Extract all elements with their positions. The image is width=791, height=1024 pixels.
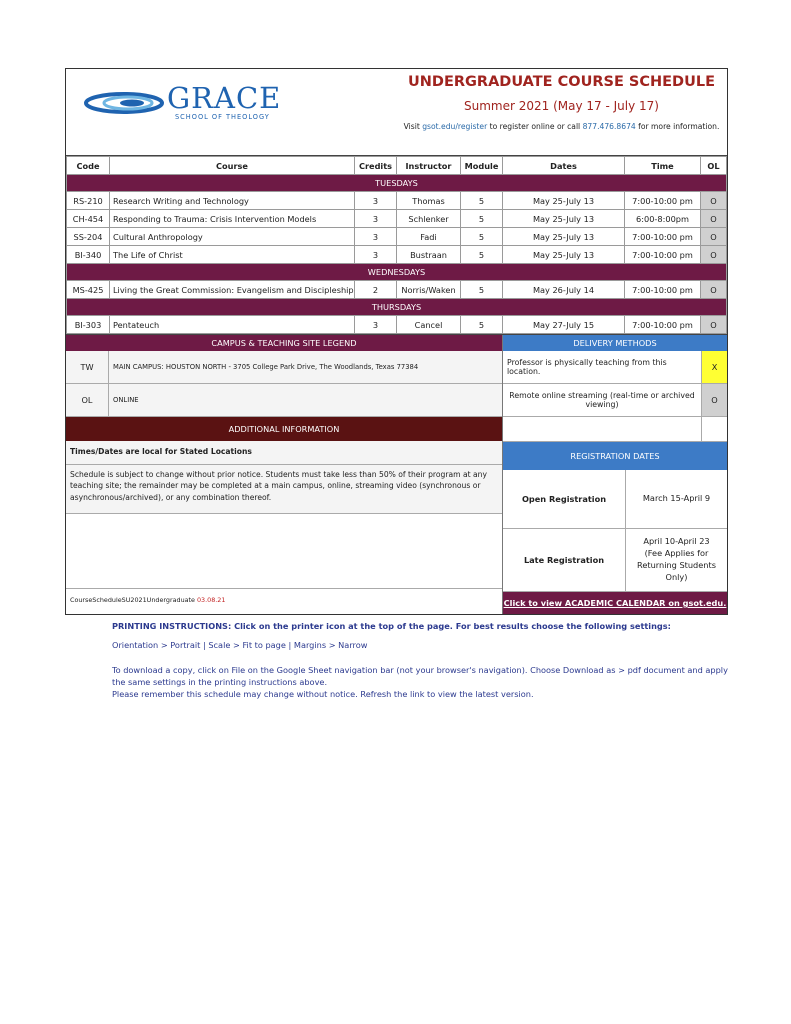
col-ol: OL: [701, 157, 727, 175]
course-code: CH-454: [67, 210, 110, 228]
course-code: MS-425: [67, 281, 110, 299]
delivery-row-onsite: [503, 351, 727, 384]
course-module: 5: [461, 228, 503, 246]
course-ol: O: [701, 281, 727, 299]
course-title: Living the Great Commission: Evangelism and Discipleship: [110, 281, 355, 299]
course-credits: 3: [355, 246, 397, 264]
right-column: [503, 335, 727, 614]
course-module: 5: [461, 246, 503, 264]
registration-value: April 10-April 23 (Fee Applies for Returning Students Only): [637, 536, 716, 582]
table-row: [67, 228, 727, 246]
delivery-mark: O: [701, 384, 727, 416]
day-header-wednesdays: [67, 264, 727, 281]
register-link[interactable]: gsot.edu/register: [422, 122, 488, 131]
course-dates: May 26-July 14: [503, 281, 625, 299]
course-module: 5: [461, 192, 503, 210]
course-dates: May 27-July 15: [503, 316, 625, 334]
delivery-text: Remote online streaming (real-time or archived viewing): [509, 391, 695, 409]
course-dates: May 25-July 13: [503, 246, 625, 264]
instructions: [112, 620, 732, 700]
course-credits: 3: [355, 210, 397, 228]
day-label: WEDNESDAYS: [67, 264, 727, 281]
course-title: Research Writing and Technology: [110, 192, 355, 210]
legend-desc: MAIN CAMPUS: HOUSTON NORTH - 3705 College Park Drive, The Woodlands, Texas 77384: [113, 363, 419, 371]
course-ol: O: [701, 316, 727, 334]
course-module: 5: [461, 316, 503, 334]
table-row: [67, 192, 727, 210]
logo-name: GRACE: [167, 81, 282, 115]
table-header: [67, 157, 727, 175]
schedule-sheet: [65, 68, 728, 615]
col-course: Course: [110, 157, 355, 175]
course-time: 7:00-10:00 pm: [625, 316, 701, 334]
legend-row-ol: [66, 384, 502, 417]
legend-title: CAMPUS & TEACHING SITE LEGEND: [66, 335, 502, 351]
course-title: Cultural Anthropology: [110, 228, 355, 246]
registration-title: REGISTRATION DATES: [503, 442, 727, 470]
header: [66, 69, 727, 156]
course-instructor: Cancel: [397, 316, 461, 334]
delivery-row-remote: [503, 384, 727, 417]
logo-subtitle: SCHOOL OF THEOLOGY: [175, 113, 270, 121]
course-time: 6:00-8:00pm: [625, 210, 701, 228]
visit-suffix: for more information.: [638, 122, 720, 131]
course-time: 7:00-10:00 pm: [625, 192, 701, 210]
registration-label: Open Registration: [503, 470, 626, 528]
visit-mid: to register online or call: [489, 122, 581, 131]
day-header-thursdays: [67, 299, 727, 316]
visit-line: [396, 122, 727, 131]
left-column: [66, 335, 503, 614]
logo: [66, 69, 396, 155]
delivery-blank-row: [503, 417, 727, 442]
footer-file: [66, 588, 502, 611]
legend-code: TW: [66, 351, 109, 383]
printing-instructions: PRINTING INSTRUCTIONS: Click on the printer icon at the top of the page. For best results choose the following settings:: [112, 621, 671, 631]
col-dates: Dates: [503, 157, 625, 175]
delivery-blank: [503, 417, 701, 441]
page-title: UNDERGRADUATE COURSE SCHEDULE: [408, 74, 715, 90]
day-label: THURSDAYS: [67, 299, 727, 316]
term-title: Summer 2021 (May 17 - July 17): [464, 99, 659, 113]
course-credits: 3: [355, 316, 397, 334]
course-dates: May 25-July 13: [503, 210, 625, 228]
course-module: 5: [461, 210, 503, 228]
course-time: 7:00-10:00 pm: [625, 281, 701, 299]
course-instructor: Schlenker: [397, 210, 461, 228]
course-credits: 3: [355, 192, 397, 210]
legend-desc: ONLINE: [113, 396, 139, 404]
course-ol: O: [701, 210, 727, 228]
registration-value: March 15-April 9: [642, 493, 711, 504]
col-time: Time: [625, 157, 701, 175]
footer-date: 03.08.21: [196, 596, 226, 604]
col-credits: Credits: [355, 157, 397, 175]
col-instructor: Instructor: [397, 157, 461, 175]
course-title: The Life of Christ: [110, 246, 355, 264]
course-instructor: Fadi: [397, 228, 461, 246]
registration-row-open: [503, 470, 727, 529]
visit-prefix: Visit: [403, 122, 420, 131]
course-instructor: Thomas: [397, 192, 461, 210]
col-code: Code: [67, 157, 110, 175]
download-instructions: To download a copy, click on File on the Google Sheet navigation bar (not your browser's navigation). Choose Download as > pdf document and apply the same settings in the printing instructions above.: [112, 664, 728, 687]
print-settings: Orientation > Portrait | Scale > Fit to page | Margins > Narrow: [112, 640, 368, 651]
blank-area: [66, 514, 502, 588]
table-row: [67, 246, 727, 264]
phone-link[interactable]: 877.476.8674: [582, 122, 636, 131]
course-instructor: Norris/Waken: [397, 281, 461, 299]
col-module: Module: [461, 157, 503, 175]
course-table: [66, 156, 727, 334]
table-row: [67, 316, 727, 334]
course-ol: O: [701, 192, 727, 210]
reminder-note: Please remember this schedule may change without notice. Refresh the link to view the latest version.: [112, 689, 534, 700]
day-header-tuesdays: [67, 175, 727, 192]
academic-calendar-link[interactable]: Click to view ACADEMIC CALENDAR on gsot.edu.: [503, 592, 727, 614]
course-time: 7:00-10:00 pm: [625, 246, 701, 264]
schedule-note: Schedule is subject to change without prior notice. Students must take less than 50% of their program at any teaching site; the remainder may be completed at a main campus, online, streaming video (synchronous or asynchronous/archived), or any combination thereof.: [66, 465, 502, 514]
course-ol: O: [701, 246, 727, 264]
registration-row-late: [503, 529, 727, 592]
table-row: [67, 281, 727, 299]
footer-filename: CourseScheduleSU2021Undergraduate: [70, 596, 195, 604]
course-code: SS-204: [67, 228, 110, 246]
additional-info-title: ADDITIONAL INFORMATION: [66, 417, 502, 441]
course-ol: O: [701, 228, 727, 246]
course-code: BI-340: [67, 246, 110, 264]
course-title: Responding to Trauma: Crisis Intervention Models: [110, 210, 355, 228]
course-credits: 3: [355, 228, 397, 246]
course-time: 7:00-10:00 pm: [625, 228, 701, 246]
course-module: 5: [461, 281, 503, 299]
lower-section: [66, 334, 727, 614]
local-times-note: Times/Dates are local for Stated Locations: [66, 441, 502, 465]
course-credits: 2: [355, 281, 397, 299]
course-instructor: Bustraan: [397, 246, 461, 264]
delivery-text: Professor is physically teaching from this location.: [507, 358, 667, 376]
legend-code: OL: [66, 384, 109, 416]
course-dates: May 25-July 13: [503, 228, 625, 246]
course-title: Pentateuch: [110, 316, 355, 334]
course-dates: May 25-July 13: [503, 192, 625, 210]
delivery-blank-mark: [701, 417, 727, 441]
registration-label: Late Registration: [503, 529, 626, 591]
delivery-mark: X: [701, 351, 727, 383]
table-row: [67, 210, 727, 228]
course-code: RS-210: [67, 192, 110, 210]
course-code: BI-303: [67, 316, 110, 334]
delivery-title: DELIVERY METHODS: [503, 335, 727, 351]
legend-row-tw: [66, 351, 502, 384]
day-label: TUESDAYS: [67, 175, 727, 192]
